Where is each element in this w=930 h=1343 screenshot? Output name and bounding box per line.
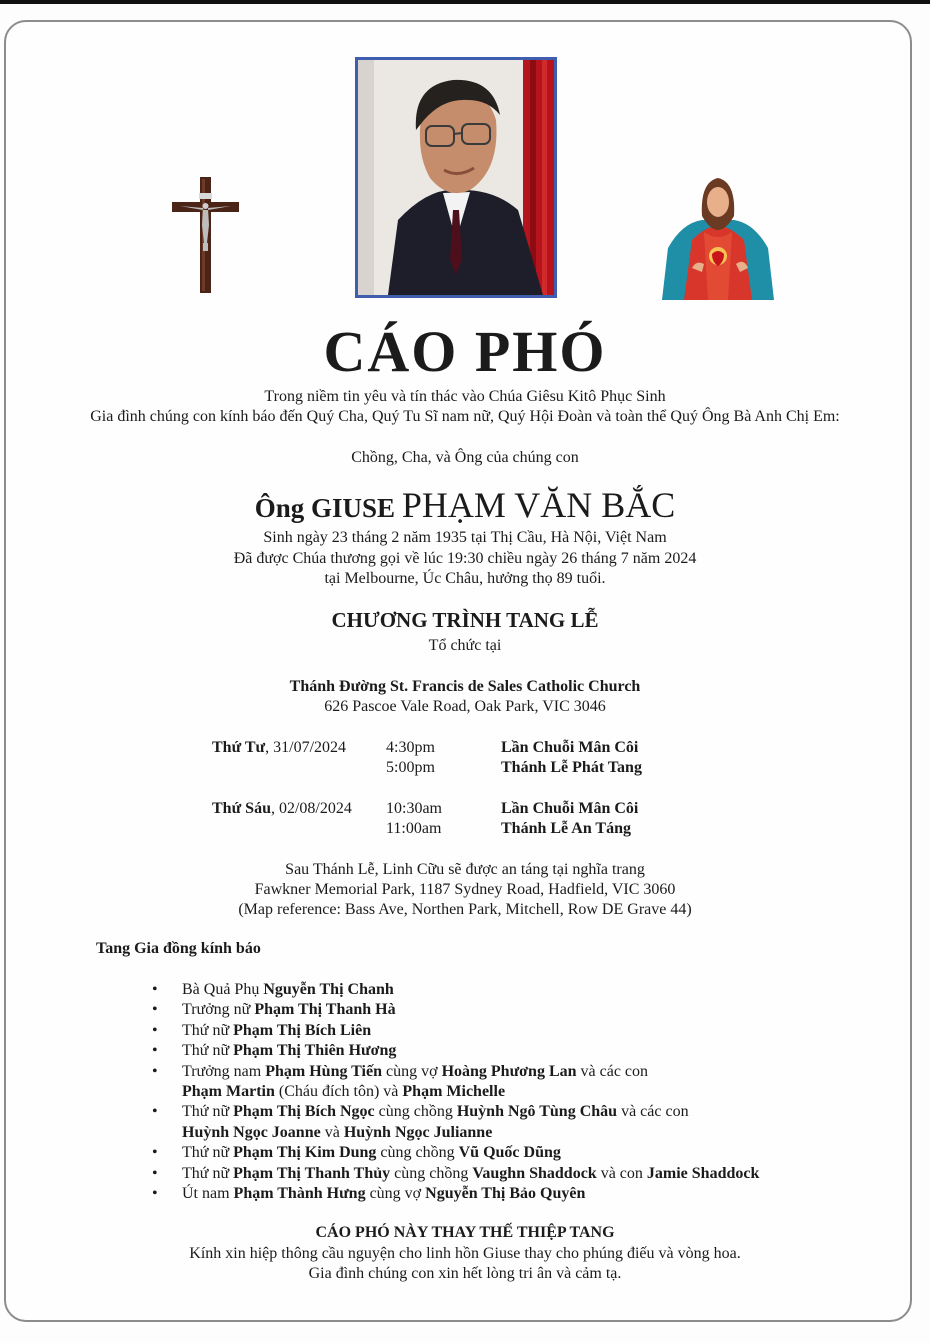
family-connector: cùng vợ [382, 1062, 442, 1080]
place-line: tại Melbourne, Úc Châu, hưởng thọ 89 tuổi. [324, 570, 606, 587]
family-spouse: Huỳnh Ngô Tùng Châu [456, 1103, 618, 1121]
family-member: Phạm Thị Bích Liên [233, 1021, 372, 1039]
family-member: Phạm Thị Thiên Hương [233, 1042, 397, 1060]
footer-line-2: Gia đình chúng con xin hết lòng tri ân và cảm tạ. [308, 1265, 622, 1282]
family-spouse: Vaughn Shaddock [472, 1164, 597, 1182]
family-list [150, 980, 870, 1204]
sacred-heart-jesus-image [662, 168, 774, 300]
family-connector: (Cháu đích tôn) và [274, 1083, 403, 1101]
footer-title: CÁO PHÓ NÀY THAY THẾ THIỆP TANG [315, 1224, 615, 1241]
family-item [150, 1041, 870, 1061]
family-child: Huỳnh Ngọc Julianne [343, 1123, 493, 1141]
intro-line-1: Trong niềm tin yêu và tín thác vào Chúa Giêsu Kitô Phục Sinh [264, 388, 666, 405]
family-role: Thứ nữ [182, 1021, 234, 1039]
program-title: CHƯƠNG TRÌNH TANG LỄ [331, 608, 599, 632]
family-connector: cùng chồng [376, 1144, 459, 1162]
portrait-photo [355, 57, 557, 298]
family-role: Thứ nữ [182, 1144, 234, 1162]
family-role: Thứ nữ [182, 1164, 234, 1182]
family-item [150, 980, 870, 1000]
day-date: , 02/08/2024 [270, 800, 352, 817]
family-item [150, 1184, 870, 1204]
family-role: Út nam [182, 1185, 234, 1203]
deceased-name-row [0, 484, 930, 526]
burial-line-1: Sau Thánh Lễ, Linh Cữu sẽ được an táng tại nghĩa trang [285, 861, 645, 878]
family-role: Thứ nữ [182, 1103, 234, 1121]
schedule-time: 10:30am [386, 800, 442, 817]
day-name: Thứ Sáu [212, 800, 271, 817]
family-role: Thứ nữ [182, 1042, 234, 1060]
family-member: Phạm Thị Kim Dung [233, 1144, 377, 1162]
family-child: Huỳnh Ngọc Joanne [182, 1123, 321, 1141]
family-member: Phạm Thành Hưng [233, 1185, 366, 1203]
deceased-name: PHẠM VĂN BẮC [401, 485, 676, 525]
family-item [150, 1000, 870, 1020]
family-spouse: Hoàng Phương Lan [441, 1062, 577, 1080]
family-role: Trưởng nữ [182, 1001, 255, 1019]
passed-line: Đã được Chúa thương gọi về lúc 19:30 chiều ngày 26 tháng 7 năm 2024 [233, 550, 697, 567]
schedule-event: Thánh Lễ Phát Tang [501, 759, 642, 776]
burial-line-2: Fawkner Memorial Park, 1187 Sydney Road, Hadfield, VIC 3060 [254, 881, 676, 898]
family-connector: và các con [576, 1062, 649, 1080]
family-item [150, 1143, 870, 1163]
family-connector: và con [596, 1164, 647, 1182]
schedule-time: 5:00pm [386, 759, 435, 776]
venue-address: 626 Pascoe Vale Road, Oak Park, VIC 3046 [324, 698, 606, 715]
page-title: CÁO PHÓ [323, 319, 607, 384]
footer-line-1: Kính xin hiệp thông cầu nguyện cho linh hồn Giuse thay cho phúng điếu và vòng hoa. [189, 1245, 741, 1262]
schedule-day-2 [212, 799, 352, 819]
relation-line: Chồng, Cha, và Ông của chúng con [351, 449, 579, 466]
day-date: , 31/07/2024 [265, 739, 347, 756]
family-item [150, 1102, 870, 1143]
portrait-image [358, 60, 554, 295]
schedule-event: Lần Chuỗi Mân Côi [501, 739, 639, 756]
schedule-time: 4:30pm [386, 739, 435, 756]
family-item [150, 1062, 870, 1103]
family-member: Phạm Thị Thanh Thủy [233, 1164, 391, 1182]
family-connector: và [320, 1123, 344, 1141]
family-member: Nguyễn Thị Chanh [263, 981, 394, 998]
family-role: Trưởng nam [182, 1062, 266, 1080]
schedule-event: Thánh Lễ An Táng [501, 820, 631, 837]
burial-line-3: (Map reference: Bass Ave, Northen Park, Mitchell, Row DE Grave 44) [238, 901, 692, 918]
family-connector: cùng chồng [390, 1164, 473, 1182]
program-subtitle: Tổ chức tại [428, 637, 502, 654]
born-line: Sinh ngày 23 tháng 2 năm 1935 tại Thị Cầu, Hà Nội, Việt Nam [263, 529, 667, 546]
schedule-day-1 [212, 738, 346, 758]
schedule-time: 11:00am [386, 820, 442, 837]
family-title: Tang Gia đồng kính báo [96, 940, 261, 957]
venue-name: Thánh Đường St. Francis de Sales Catholic Church [289, 678, 641, 695]
family-connector: cùng chồng [374, 1103, 457, 1121]
family-member: Phạm Thị Thanh Hà [254, 1001, 396, 1019]
family-member: Phạm Thị Bích Ngọc [233, 1103, 375, 1121]
family-spouse: Vũ Quốc Dũng [458, 1144, 561, 1162]
family-role: Bà Quả Phụ [182, 981, 264, 998]
schedule-event: Lần Chuỗi Mân Côi [501, 800, 639, 817]
family-connector: cùng vợ [365, 1185, 426, 1203]
family-spouse: Nguyễn Thị Bảo Quyên [425, 1185, 586, 1203]
deceased-prefix: Ông GIUSE [254, 493, 402, 523]
family-child: Phạm Michelle [402, 1083, 506, 1101]
day-name: Thứ Tư [212, 739, 266, 756]
crucifix-icon [170, 175, 240, 295]
family-item [150, 1021, 870, 1041]
intro-line-2: Gia đình chúng con kính báo đến Quý Cha, Quý Tu Sĩ nam nữ, Quý Hội Đoàn và toàn thể Quý Ông Bà Anh Chị Em: [90, 408, 840, 425]
family-connector: và các con [617, 1103, 689, 1121]
family-child: Phạm Martin [182, 1083, 275, 1101]
family-member: Phạm Hùng Tiến [265, 1062, 382, 1080]
family-child: Jamie Shaddock [646, 1164, 760, 1182]
family-item [150, 1164, 870, 1184]
